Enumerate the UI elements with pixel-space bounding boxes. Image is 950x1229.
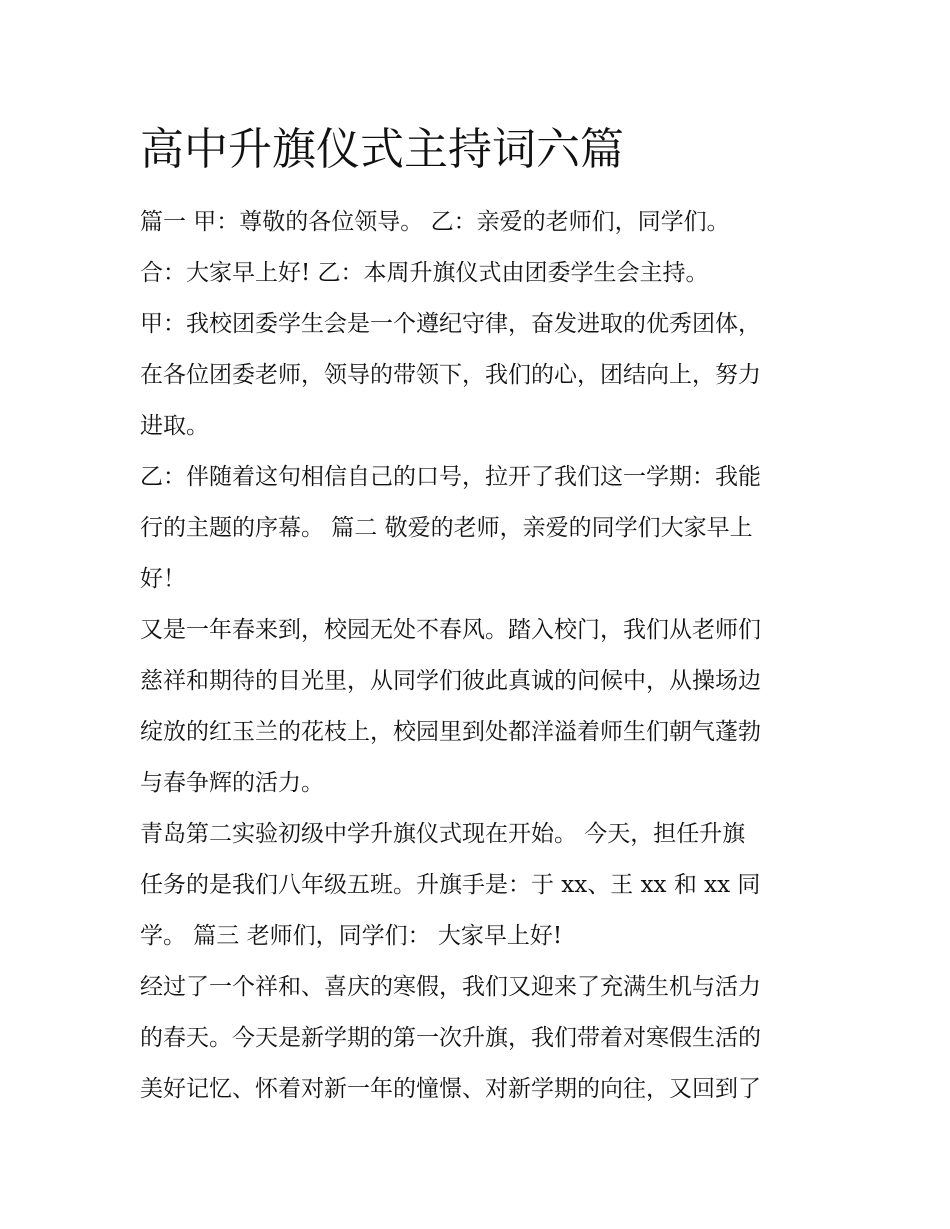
text-line: 行的主题的序幕。 篇二 敬爱的老师，亲爱的同学们大家早上: [140, 515, 753, 541]
text-line: 进取。: [140, 413, 209, 439]
text-line: 经过了一个祥和、喜庆的寒假，我们又迎来了充满生机与活力: [140, 974, 761, 1000]
document-title: 高中升旗仪式主持词六篇: [140, 124, 624, 175]
text-line: 绽放的红玉兰的花枝上，校园里到处都洋溢着师生们朝气蓬勃: [140, 719, 761, 745]
text-line: 慈祥和期待的目光里，从同学们彼此真诚的问候中，从操场边: [140, 668, 761, 694]
text-line: 乙：伴随着这句相信自己的口号，拉开了我们这一学期：我能: [140, 464, 761, 490]
text-line: 好！: [140, 566, 186, 592]
text-line: 美好记忆、怀着对新一年的憧憬、对新学期的向往，又回到了: [140, 1076, 761, 1102]
text-line: 又是一年春来到，校园无处不春风。踏入校门，我们从老师们: [140, 617, 761, 643]
text-line: 在各位团委老师，领导的带领下，我们的心，团结向上，努力: [140, 362, 761, 388]
text-line: 青岛第二实验初级中学升旗仪式现在开始。 今天，担任升旗: [140, 821, 746, 847]
text-line: 的春天。今天是新学期的第一次升旗，我们带着对寒假生活的: [140, 1025, 761, 1051]
text-line: 甲：我校团委学生会是一个遵纪守律，奋发进取的优秀团体，: [140, 311, 761, 337]
text-line: 篇一 甲：尊敬的各位领导。 乙：亲爱的老师们，同学们。: [140, 209, 730, 235]
text-line: 合：大家早上好! 乙：本周升旗仪式由团委学生会主持。: [140, 260, 709, 286]
text-line: 任务的是我们八年级五班。升旗手是：于 xx、王 xx 和 xx 同: [140, 872, 761, 898]
text-line: 学。 篇三 老师们，同学们： 大家早上好!: [140, 923, 563, 949]
text-line: 与春争辉的活力。: [140, 770, 324, 796]
